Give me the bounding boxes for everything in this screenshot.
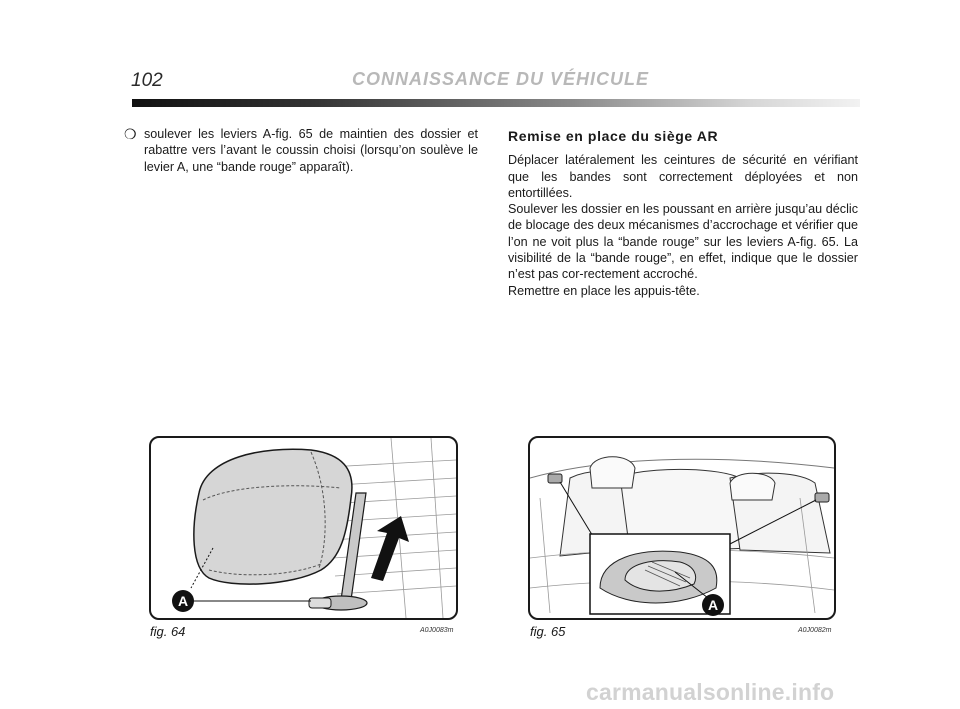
bullet-text: soulever les leviers A-fig. 65 de maintien des dossier et rabattre vers l’avant le coussin choisi (lorsqu’on soulève le levier A, une “bande rouge” apparaît). <box>144 127 478 174</box>
fig-64-code: A0J0083m <box>420 627 454 634</box>
rear-seat-lever-illustration <box>530 438 834 618</box>
bullet-item <box>124 126 478 175</box>
figure-65 <box>528 436 836 620</box>
page-number: 102 <box>131 70 163 91</box>
watermark: carmanualsonline.info <box>586 679 835 705</box>
headrest-illustration <box>151 438 456 618</box>
figure-64 <box>149 436 458 620</box>
header-rule <box>132 99 860 107</box>
left-column <box>124 126 478 175</box>
right-column <box>508 128 858 299</box>
subheading: Remise en place du siège AR <box>508 128 719 144</box>
fig-64-caption: fig. 64 <box>150 624 186 639</box>
paragraph-1: Déplacer latéralement les ceintures de sécurité en vérifiant que les bandes sont correctement déployées et non entortillées. <box>508 153 858 200</box>
bullet-mark: ❍ <box>124 126 137 142</box>
section-title: CONNAISSANCE DU VÉHICULE <box>352 69 650 89</box>
paragraph-3: Remettre en place les appuis-tête. <box>508 283 700 298</box>
callout-a-64: A <box>177 593 189 609</box>
fig-65-code: A0J0082m <box>798 627 832 634</box>
callout-a-65: A <box>707 597 719 613</box>
fig-65-caption: fig. 65 <box>530 624 566 639</box>
paragraph-2: Soulever les dossier en les poussant en arrière jusqu’au déclic de blocage des deux mécanismes d’accrochage et vérifier que l’on ne voit plus la “bande rouge” sur les leviers A-fig. 65. La visibilité de la “bande rouge”, en effet, indique que le dossier n’est pas cor-rectement accroché. <box>508 202 858 282</box>
